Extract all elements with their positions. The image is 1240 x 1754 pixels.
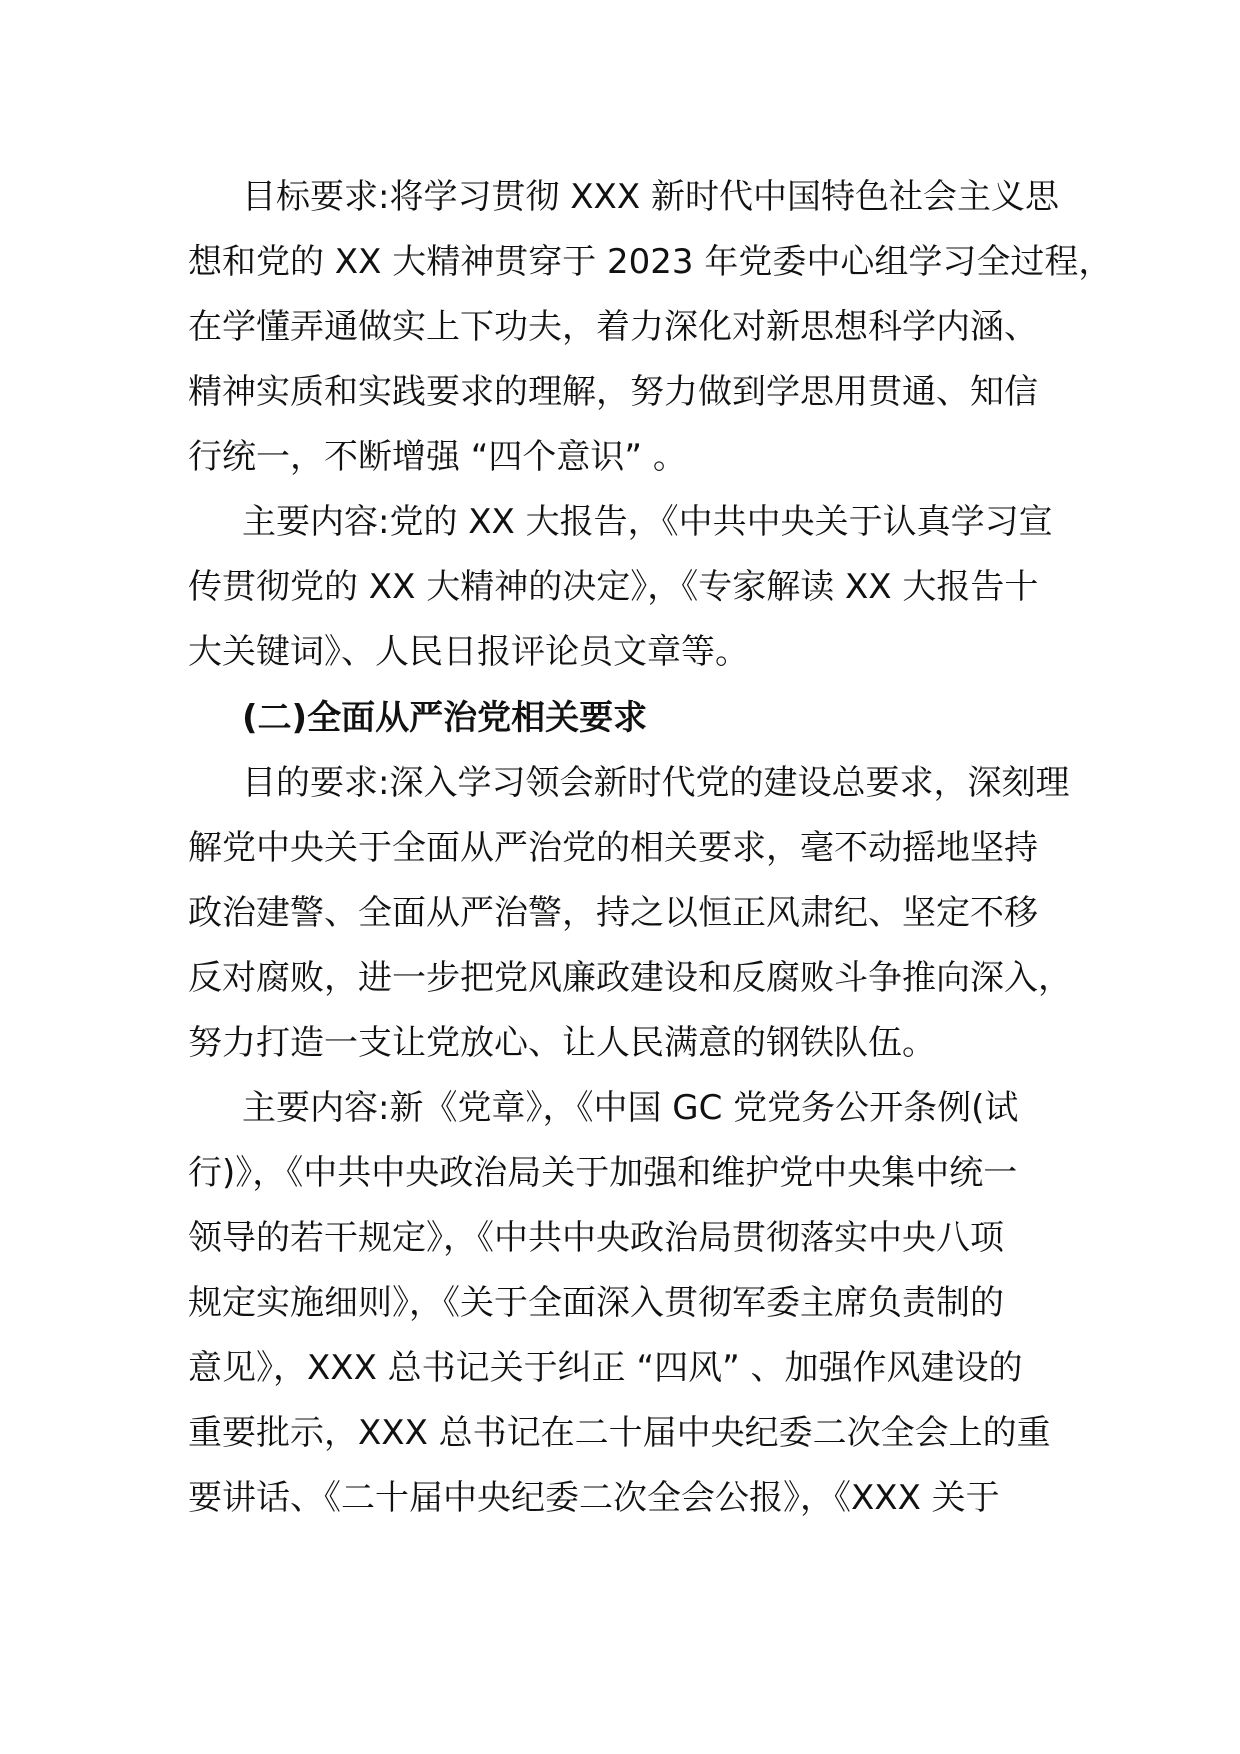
paragraph-purpose-requirements-line-1: 目的要求:深入学习领会新时代党的建设总要求，深刻理 — [242, 763, 1070, 803]
paragraph-goal-requirements-line-5: 行统一，不断增强 “四个意识” 。 — [188, 437, 687, 477]
paragraph-goal-requirements-line-2: 想和党的 XX 大精神贯穿于 2023 年党委中心组学习全过程， — [188, 242, 1113, 282]
paragraph-purpose-requirements-line-5: 努力打造一支让党放心、让人民满意的钢铁队伍。 — [188, 1023, 936, 1063]
paragraph-second-main-content-line-6: 重要批示，XXX 总书记在二十届中央纪委二次全会上的重 — [188, 1413, 1051, 1453]
paragraph-purpose-requirements-line-2: 解党中央关于全面从严治党的相关要求，毫不动摇地坚持 — [188, 828, 1038, 868]
paragraph-second-main-content-line-4: 规定实施细则》，《关于全面深入贯彻军委主席负责制的 — [188, 1283, 1004, 1323]
paragraph-purpose-requirements-line-3: 政治建警、全面从严治警，持之以恒正风肃纪、坚定不移 — [188, 893, 1038, 933]
section-heading: (二)全面从严治党相关要求 — [242, 698, 648, 738]
paragraph-second-main-content-line-1: 主要内容:新《党章》，《中国 GC 党党务公开条例(试 — [242, 1088, 1019, 1128]
paragraph-second-main-content-line-7: 要讲话、《二十届中央纪委二次全会公报》，《XXX 关于 — [188, 1478, 1000, 1518]
paragraph-goal-requirements-line-4: 精神实质和实践要求的理解，努力做到学思用贯通、知信 — [188, 372, 1038, 412]
paragraph-goal-requirements-line-1: 目标要求:将学习贯彻 XXX 新时代中国特色社会主义思 — [242, 177, 1059, 217]
paragraph-second-main-content-line-5: 意见》，XXX 总书记关于纠正 “四风” 、加强作风建设的 — [188, 1348, 1023, 1388]
paragraph-second-main-content-line-2: 行)》，《中共中央政治局关于加强和维护党中央集中统一 — [188, 1153, 1018, 1193]
paragraph-second-main-content-line-3: 领导的若干规定》，《中共中央政治局贯彻落实中央八项 — [188, 1218, 1004, 1258]
paragraph-main-content-line-2: 传贯彻党的 XX 大精神的决定》，《专家解读 XX 大报告十 — [188, 567, 1039, 607]
paragraph-purpose-requirements-line-4: 反对腐败，进一步把党风廉政建设和反腐败斗争推向深入， — [188, 958, 1072, 998]
paragraph-main-content-line-3: 大关键词》、人民日报评论员文章等。 — [188, 632, 749, 672]
paragraph-goal-requirements-line-3: 在学懂弄通做实上下功夫，着力深化对新思想科学内涵、 — [188, 307, 1038, 347]
paragraph-main-content-line-1: 主要内容:党的 XX 大报告，《中共中央关于认真学习宣 — [242, 502, 1053, 542]
